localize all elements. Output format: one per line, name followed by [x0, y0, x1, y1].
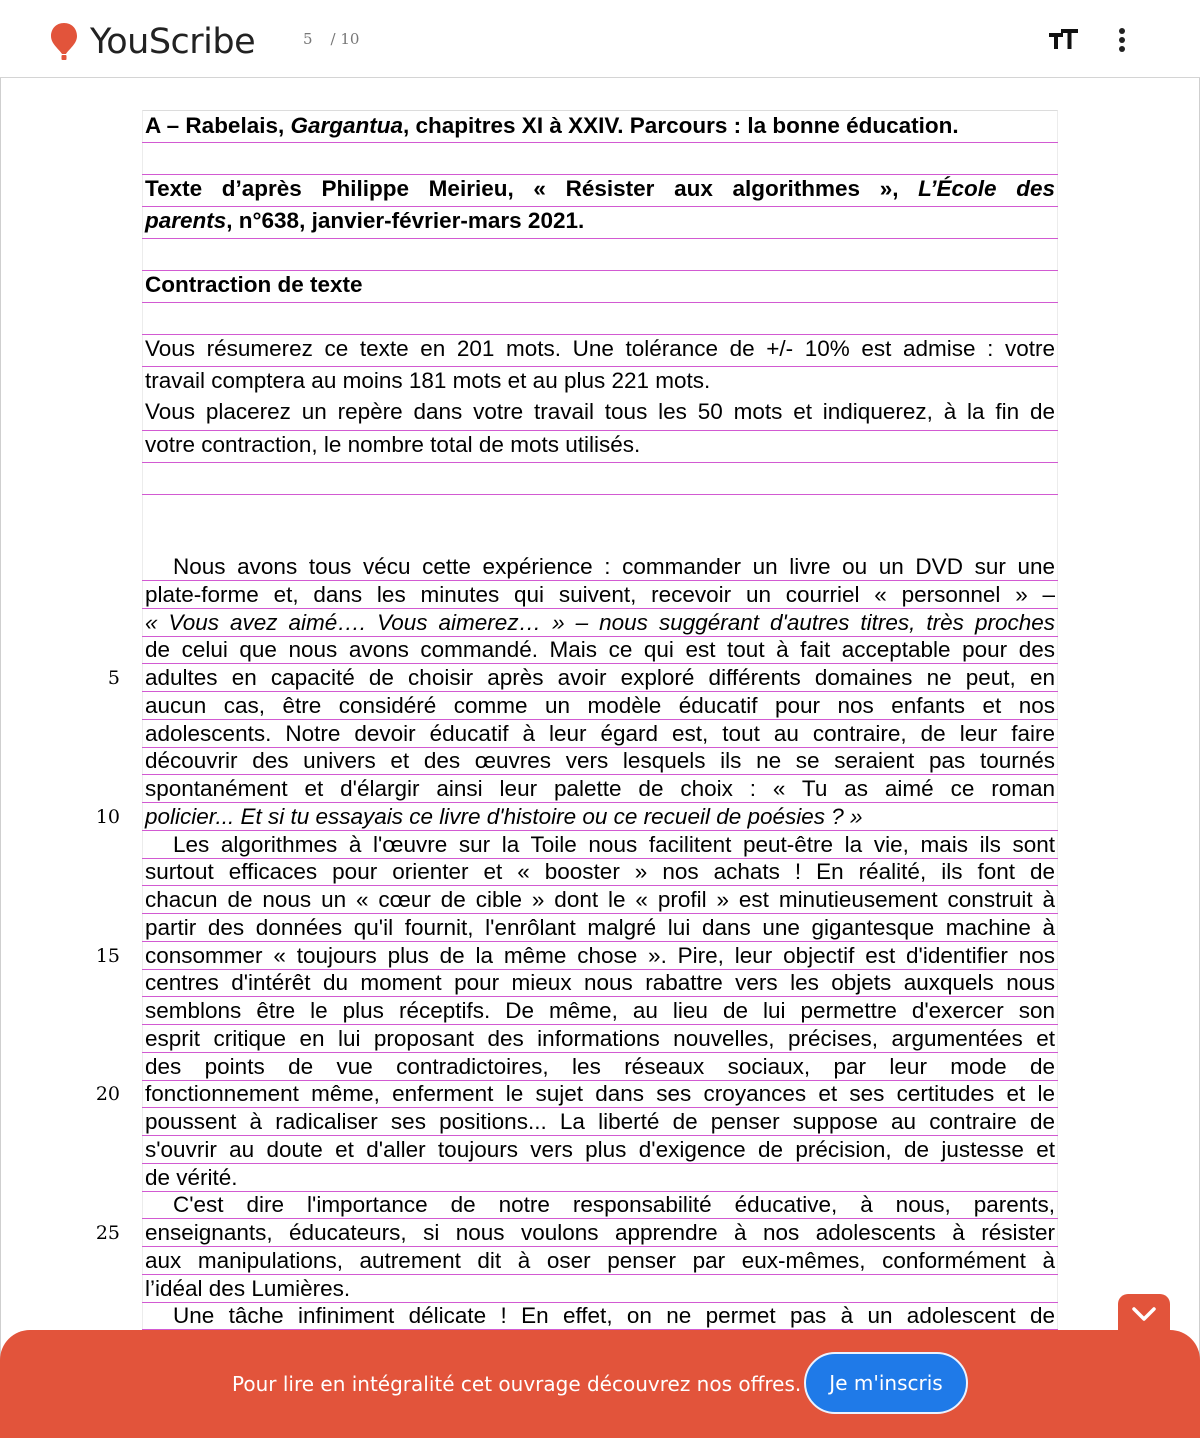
text-line: enseignants, éducateurs, si nous voulons apprendre à nos adolescents à résister: [145, 1220, 1055, 1245]
text-line: C'est dire l'importance de notre responsabilité éducative, à nous, parents,: [173, 1192, 1055, 1218]
more-dot-icon: [1119, 37, 1125, 43]
text-size-button[interactable]: [1048, 26, 1080, 54]
more-options-button[interactable]: [1110, 24, 1134, 56]
text-line: poussent à radicaliser ses positions... La liberté de penser suppose au contraire de: [145, 1109, 1055, 1134]
section-title: Contraction de texte: [145, 272, 363, 297]
instructions-line: votre contraction, le nombre total de mots utilisés.: [145, 432, 641, 457]
page-total: / 10: [330, 30, 360, 48]
text-line: fonctionnement même, enferment le sujet dans ses croyances et ses certitudes et le: [145, 1081, 1055, 1107]
text-size-icon: [1048, 26, 1080, 54]
page-indicator: [303, 30, 359, 48]
instructions-line: travail comptera au moins 181 mots et au plus 221 mots.: [145, 368, 711, 393]
text-line: esprit critique en lui proposant des informations nouvelles, précises, argumentées et: [145, 1025, 1055, 1051]
text-line: Les algorithmes à l'œuvre sur la Toile nous facilitent peut-être la vie, mais ils sont: [173, 831, 1055, 857]
text-line: l’idéal des Lumières.: [145, 1275, 351, 1301]
more-dot-icon: [1119, 46, 1125, 52]
balloon-icon: [50, 22, 78, 62]
text-line: policier... Et si tu essayais ce livre d'histoire ou ce recueil de poésies ? »: [145, 803, 863, 829]
brand-logo[interactable]: [50, 22, 255, 62]
signup-button[interactable]: Je m'inscris: [804, 1352, 968, 1414]
line-number: 15: [95, 944, 120, 967]
text-line: centres d'intérêt du moment pour mieux nous rabattre vers les objets auxquels nous: [145, 970, 1055, 996]
source-line-1: Texte d’après Philippe Meirieu, « Résister aux algorithmes », L’École des: [145, 176, 1055, 201]
text-line: des points de vue contradictoires, les réseaux sociaux, par leur mode de: [145, 1053, 1055, 1079]
text-line: s'ouvrir au doute et d'aller toujours vers plus d'exigence de précision, de justesse et: [145, 1136, 1055, 1162]
line-number: 20: [95, 1083, 120, 1106]
text-line: consommer « toujours plus de la même chose ». Pire, leur objectif est d'identifier nos: [145, 942, 1055, 968]
line-number: 10: [95, 805, 120, 828]
subscription-banner: [0, 1330, 1200, 1438]
document-title: A – Rabelais, Gargantua, chapitres XI à XXIV. Parcours : la bonne éducation.: [145, 113, 959, 138]
text-line: aux manipulations, autrement dit à oser penser par eux-mêmes, conformément à: [145, 1247, 1055, 1273]
text-line: aucun cas, être considéré comme un modèle éducatif pour nos enfants et nos: [145, 692, 1055, 718]
text-line: partir des données qu'il fournit, l'enrôlant malgré lui dans une gigantesque machine à: [145, 914, 1055, 940]
banner-text: Pour lire en intégralité cet ouvrage découvrez nos offres.: [232, 1372, 802, 1396]
chevron-down-icon: [1131, 1306, 1157, 1322]
text-line: découvrir des univers et des œuvres vers lesquels ils ne se seraient pas tournés: [145, 748, 1055, 774]
collapse-banner-button[interactable]: [1118, 1294, 1170, 1334]
instructions-line: Vous résumerez ce texte en 201 mots. Une tolérance de +/- 10% est admise : votre: [145, 336, 1055, 361]
text-line: adolescents. Notre devoir éducatif à leur égard est, tout au contraire, de leur faire: [145, 720, 1055, 746]
brand-name: YouScribe: [90, 22, 256, 62]
text-line: surtout efficaces pour orienter et « booster » nos achats ! En réalité, ils font de: [145, 859, 1055, 885]
text-line: de celui que nous avons commandé. Mais ce qui est tout à fait acceptable pour des: [145, 637, 1055, 663]
text-line: plate-forme et, dans les minutes qui suivent, recevoir un courriel « personnel » –: [145, 581, 1055, 607]
text-line: chacun de nous un « cœur de cible » dont le « profil » est minutieusement construit à: [145, 887, 1055, 912]
source-line-2: parents, n°638, janvier-février-mars 2021.: [145, 208, 585, 233]
page-current: 5: [303, 30, 313, 48]
text-line: de vérité.: [145, 1164, 238, 1190]
text-line: Nous avons tous vécu cette expérience : commander un livre ou un DVD sur une: [173, 554, 1055, 579]
top-bar: [0, 0, 1200, 78]
line-number: 5: [107, 667, 120, 689]
text-line: « Vous avez aimé…. Vous aimerez… » – nous suggérant d'autres titres, très proches: [145, 609, 1055, 635]
instructions-line: Vous placerez un repère dans votre travail tous les 50 mots et indiquerez, à la fin de: [145, 399, 1055, 424]
more-dot-icon: [1119, 28, 1125, 34]
text-line: spontanément et d'élargir ainsi leur palette de choix : « Tu as aimé ce roman: [145, 776, 1055, 801]
line-number: 25: [95, 1222, 120, 1244]
text-line: Une tâche infiniment délicate ! En effet, on ne permet pas à un adolescent de: [173, 1303, 1055, 1329]
text-line: semblons être le plus réceptifs. De même, au lieu de lui permettre d'exercer son: [145, 998, 1055, 1023]
text-line: adultes en capacité de choisir après avoir exploré différents domaines ne peut, en: [145, 665, 1055, 690]
